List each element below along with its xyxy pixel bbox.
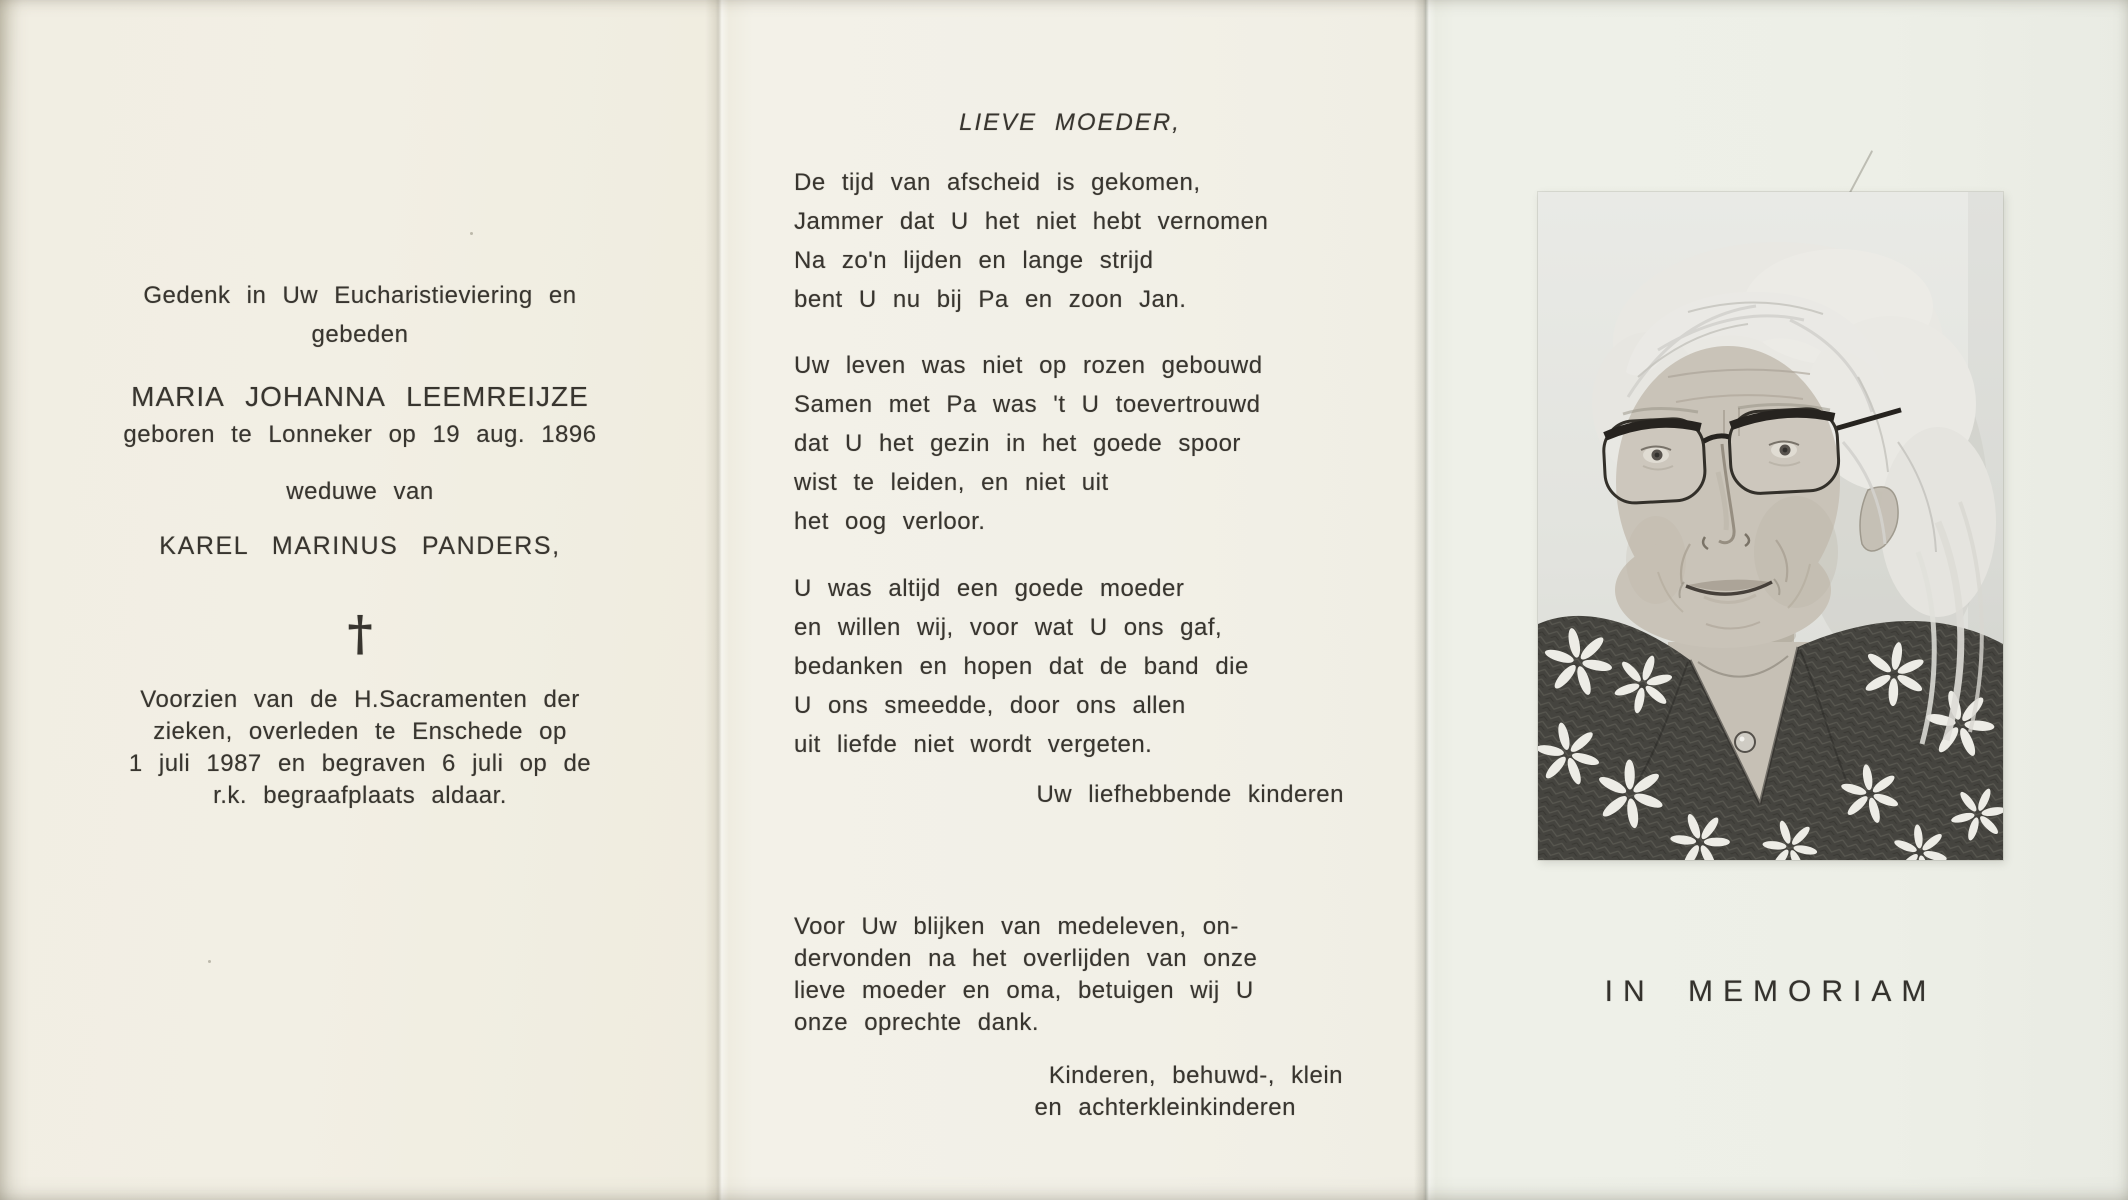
poem-line: bent U nu bij Pa en zoon Jan. <box>794 286 1187 313</box>
poem-line: Jammer dat U het niet hebt vernomen <box>794 208 1269 235</box>
closing-line: Kinderen, behuwd-, klein <box>1048 1062 1343 1089</box>
left-panel <box>0 0 719 1200</box>
death-line: zieken, overleden te Enschede op <box>153 718 567 745</box>
poem-line: en willen wij, voor wat U ons gaf, <box>794 614 1223 641</box>
commemoration-intro <box>60 276 660 354</box>
spouse-name: KAREL MARINUS PANDERS, <box>159 532 561 560</box>
poem-line: het oog verloor. <box>794 508 986 535</box>
poem-line: De tijd van afscheid is gekomen, <box>794 169 1201 196</box>
poem-line: dat U het gezin in het goede spoor <box>794 430 1241 457</box>
right-panel <box>1425 0 2128 1200</box>
death-line: r.k. begraafplaats aldaar. <box>213 782 507 809</box>
deceased-name: MARIA JOHANNA LEEMREIJZE <box>131 381 589 412</box>
middle-panel <box>719 0 1425 1200</box>
death-line: Voorzien van de H.Sacramenten der <box>140 686 580 713</box>
poem-stanza-1 <box>794 163 1374 319</box>
cross-icon: † <box>347 606 373 662</box>
poem-line: U ons smeedde, door ons allen <box>794 692 1186 719</box>
paper-speck <box>470 232 473 235</box>
memorial-title: IN MEMORIAM <box>1604 975 1937 1008</box>
portrait-photo-image <box>1538 192 2003 860</box>
widow-of-line: weduwe van <box>286 478 434 505</box>
poem-title: LIEVE MOEDER, <box>959 109 1181 136</box>
poem-line: wist te leiden, en niet uit <box>794 469 1109 496</box>
thanks-line: dervonden na het overlijden van onze <box>794 945 1258 972</box>
birth-line: geboren te Lonneker op 19 aug. 1896 <box>123 421 597 448</box>
poem-stanza-2 <box>794 346 1374 541</box>
intro-line: gebeden <box>311 321 409 348</box>
poem-line: Samen met Pa was 't U toevertrouwd <box>794 391 1261 418</box>
portrait-photo <box>1538 192 2003 860</box>
thanks-line: onze oprechte dank. <box>794 1009 1039 1036</box>
death-line: 1 juli 1987 en begraven 6 juli op de <box>128 750 592 777</box>
poem-line: uit liefde niet wordt vergeten. <box>794 731 1153 758</box>
poem-line: Uw leven was niet op rozen gebouwd <box>794 352 1263 379</box>
death-notice <box>55 684 665 812</box>
poem-signature: Uw liefhebbende kinderen <box>1036 781 1344 808</box>
thanks-line: lieve moeder en oma, betuigen wij U <box>794 977 1254 1004</box>
closing-line: en achterkleinkinderen <box>1034 1094 1296 1121</box>
poem-stanza-3 <box>794 569 1374 764</box>
thanks-paragraph <box>794 911 1374 1039</box>
poem-line: bedanken en hopen dat de band die <box>794 653 1249 680</box>
poem-line: Na zo'n lijden en lange strijd <box>794 247 1154 274</box>
poem-line: U was altijd een goede moeder <box>794 575 1185 602</box>
thanks-line: Voor Uw blijken van medeleven, on- <box>794 913 1239 940</box>
paper-speck <box>208 960 211 963</box>
intro-line: Gedenk in Uw Eucharistieviering en <box>143 282 577 309</box>
